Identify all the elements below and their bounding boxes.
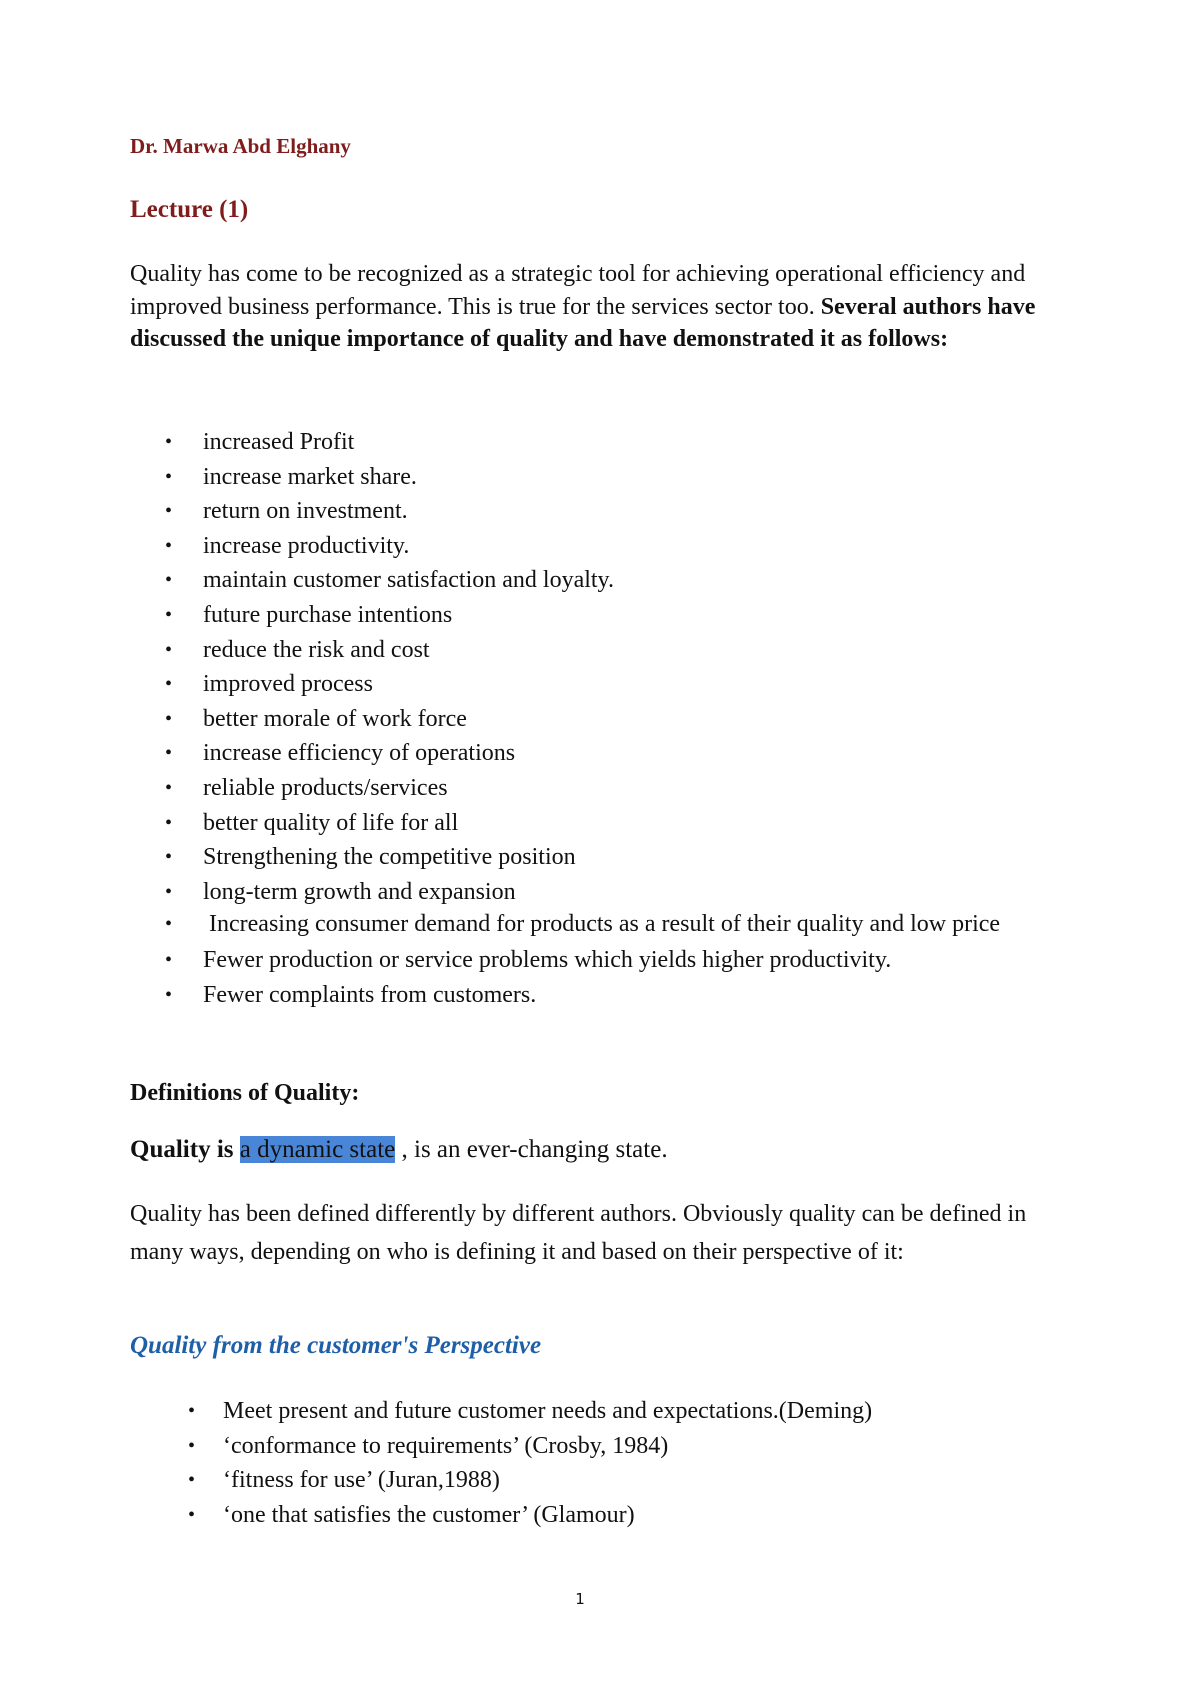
bullet-icon: • bbox=[165, 673, 173, 696]
list-item-text: return on investment. bbox=[203, 498, 408, 525]
bullet-icon: • bbox=[165, 846, 173, 869]
list-item-text: long-term growth and expansion bbox=[203, 878, 516, 905]
bullet-icon: • bbox=[165, 707, 173, 730]
customer-perspective-heading: Quality from the customer's Perspective bbox=[130, 1332, 542, 1359]
list-item-text: increase productivity. bbox=[203, 532, 410, 559]
bullet-icon: • bbox=[165, 603, 173, 626]
bullet-icon: • bbox=[165, 949, 173, 972]
bullet-icon: • bbox=[188, 1434, 196, 1457]
definitions-heading: Definitions of Quality: bbox=[130, 1080, 360, 1106]
highlighted-text[interactable]: a dynamic state bbox=[239, 1136, 396, 1163]
list-item-text: maintain customer satisfaction and loyalty. bbox=[203, 567, 614, 594]
intro-bold-text: Several authors have discussed the unique importance of quality and have demonstrated it as follows: bbox=[130, 293, 1036, 352]
list-item bbox=[130, 598, 1030, 633]
lecture-title: Lecture (1) bbox=[130, 196, 249, 223]
list-item bbox=[130, 494, 1030, 529]
list-item bbox=[130, 875, 1030, 910]
list-item-text: Increasing consumer demand for products as a result of their quality and low price bbox=[203, 911, 1001, 938]
list-item-text: future purchase intentions bbox=[203, 601, 453, 628]
list-item bbox=[130, 702, 1030, 737]
bullet-icon: • bbox=[165, 431, 173, 453]
importance-list bbox=[130, 425, 1030, 1013]
list-item bbox=[130, 736, 1030, 771]
list-item-text: ‘conformance to requirements’ (Crosby, 1984) bbox=[223, 1432, 669, 1459]
dynamic-state-sentence bbox=[130, 1136, 668, 1164]
bullet-icon: • bbox=[165, 880, 173, 903]
bullet-icon: • bbox=[165, 638, 173, 661]
list-item-text: Strengthening the competitive position bbox=[203, 844, 576, 871]
bullet-icon: • bbox=[188, 1469, 196, 1492]
bullet-icon: • bbox=[165, 500, 173, 523]
bullet-icon: • bbox=[165, 534, 173, 557]
customer-perspective-list bbox=[130, 1394, 1030, 1532]
list-item bbox=[130, 806, 1030, 841]
author-name: Dr. Marwa Abd Elghany bbox=[130, 134, 351, 158]
list-item bbox=[130, 460, 1030, 495]
list-item bbox=[130, 771, 1030, 806]
page-number: 1 bbox=[575, 1590, 585, 1608]
list-item-text: Meet present and future customer needs and expectations.(Deming) bbox=[223, 1398, 873, 1424]
bullet-icon: • bbox=[165, 569, 173, 592]
bullet-icon: • bbox=[165, 983, 173, 1006]
list-item bbox=[130, 633, 1030, 668]
list-item-text: ‘fitness for use’ (Juran,1988) bbox=[223, 1467, 500, 1494]
list-item bbox=[130, 425, 1030, 460]
list-item-text: reduce the risk and cost bbox=[203, 636, 430, 663]
list-item bbox=[130, 1463, 1030, 1498]
list-item bbox=[130, 1498, 1030, 1533]
list-item-text: improved process bbox=[203, 671, 373, 698]
list-item-text: better morale of work force bbox=[203, 705, 467, 732]
list-item bbox=[130, 563, 1030, 598]
bullet-icon: • bbox=[165, 776, 173, 799]
list-item bbox=[130, 1394, 1030, 1429]
list-item bbox=[130, 1429, 1030, 1464]
bullet-icon: • bbox=[188, 1503, 196, 1526]
list-item bbox=[130, 667, 1030, 702]
list-item bbox=[130, 529, 1030, 564]
list-item-text: reliable products/services bbox=[203, 774, 448, 801]
list-item bbox=[130, 943, 1030, 978]
definitions-paragraph: Quality has been defined differently by different authors. Obviously quality can be defined in many ways, depending on who is defining it and based on their perspective of it: bbox=[130, 1201, 1027, 1265]
intro-paragraph bbox=[130, 258, 1050, 356]
list-item bbox=[130, 909, 1030, 940]
list-item-text: better quality of life for all bbox=[203, 809, 459, 836]
bullet-icon: • bbox=[188, 1400, 196, 1422]
list-item-text: increased Profit bbox=[203, 429, 355, 455]
list-item-text: Fewer production or service problems which yields higher productivity. bbox=[203, 947, 892, 974]
list-item bbox=[130, 840, 1030, 875]
bullet-icon: • bbox=[165, 742, 173, 765]
dynamic-rest-text: , is an ever-changing state. bbox=[395, 1136, 668, 1163]
list-item-text: increase efficiency of operations bbox=[203, 740, 516, 767]
bullet-icon: • bbox=[165, 913, 173, 936]
list-item-text: increase market share. bbox=[203, 463, 417, 490]
list-item-text: ‘one that satisfies the customer’ (Glamour) bbox=[223, 1501, 635, 1528]
bullet-icon: • bbox=[165, 811, 173, 834]
bullet-icon: • bbox=[165, 465, 173, 488]
dynamic-bold-text: Quality is bbox=[130, 1136, 240, 1163]
list-item bbox=[130, 978, 1030, 1013]
intro-text: Quality has come to be recognized as a strategic tool for achieving operational efficiency and improved business performance. This is true for the services sector too. bbox=[130, 261, 1026, 320]
list-item-text: Fewer complaints from customers. bbox=[203, 981, 537, 1008]
